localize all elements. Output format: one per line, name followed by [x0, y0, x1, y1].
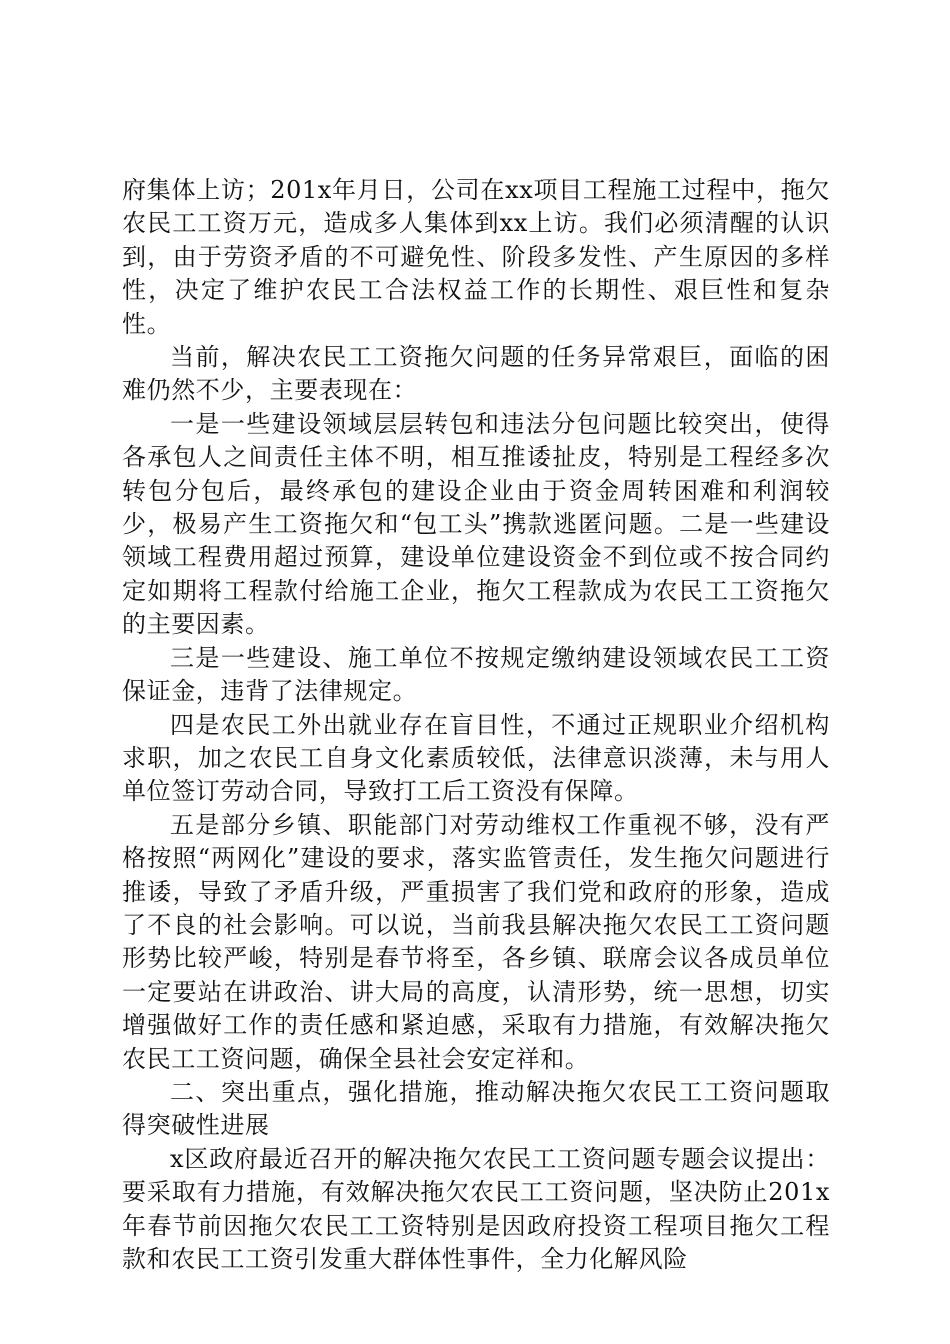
paragraph-point-three: 三是一些建设、施工单位不按规定缴纳建设领域农民工工资保证金，违背了法律规定。 — [122, 643, 830, 706]
paragraph-point-five: 五是部分乡镇、职能部门对劳动维权工作重视不够，没有严格按照“两网化”建设的要求，落实监管责任，发生拖欠问题进行推诿，导致了矛盾升级，严重损害了我们党和政府的形象，造成了不良的社会影响。可以说，当前我县解决拖欠农民工工资问题形势比较严峻，特别是春节将至，各乡镇、联席会议各成员单位一定要站在讲政治、讲大局的高度，认清形势，统一思想，切实增强做好工作的责任感和紧迫感，采取有力措施，有效解决拖欠农民工工资问题，确保全县社会安定祥和。 — [122, 810, 830, 1073]
paragraph-continued: 府集体上访；201x年月日，公司在xx项目工程施工过程中，拖欠农民工工资万元，造成多人集体到xx上访。我们必须清醒的认识到，由于劳资矛盾的不可避免性、阶段多发性、产生原因的多样性，决定了维护农民工合法权益工作的长期性、艰巨性和复杂性。 — [122, 176, 830, 338]
paragraph-point-one-two: 一是一些建设领域层层转包和违法分包问题比较突出，使得各承包人之间责任主体不明，相互推诿扯皮，特别是工程经多次转包分包后，最终承包的建设企业由于资金周转困难和利润较少，极易产生工资拖欠和“包工头”携款逃匿问题。二是一些建设领域工程费用超过预算，建设单位建设资金不到位或不按合同约定如期将工程款付给施工企业，拖欠工程款成为农民工工资拖欠的主要因素。 — [122, 409, 830, 639]
document-body — [122, 174, 830, 1276]
paragraph-district-meeting: x区政府最近召开的解决拖欠农民工工资问题专题会议提出：要采取有力措施，有效解决拖欠农民工工资问题，坚决防止201x年春节前因拖欠农民工工资特别是因政府投资工程项目拖欠工程款和农民工工资引发重大群体性事件，全力化解风险 — [122, 1144, 830, 1273]
paragraph-point-four: 四是农民工外出就业存在盲目性，不通过正规职业介绍机构求职，加之农民工自身文化素质较低，法律意识淡薄，未与用人单位签订劳动合同，导致打工后工资没有保障。 — [122, 710, 830, 806]
section-heading-two: 二、突出重点，强化措施，推动解决拖欠农民工工资问题取得突破性进展 — [122, 1077, 830, 1140]
paragraph-current-situation: 当前，解决农民工工资拖欠问题的任务异常艰巨，面临的困难仍然不少，主要表现在： — [122, 343, 830, 405]
